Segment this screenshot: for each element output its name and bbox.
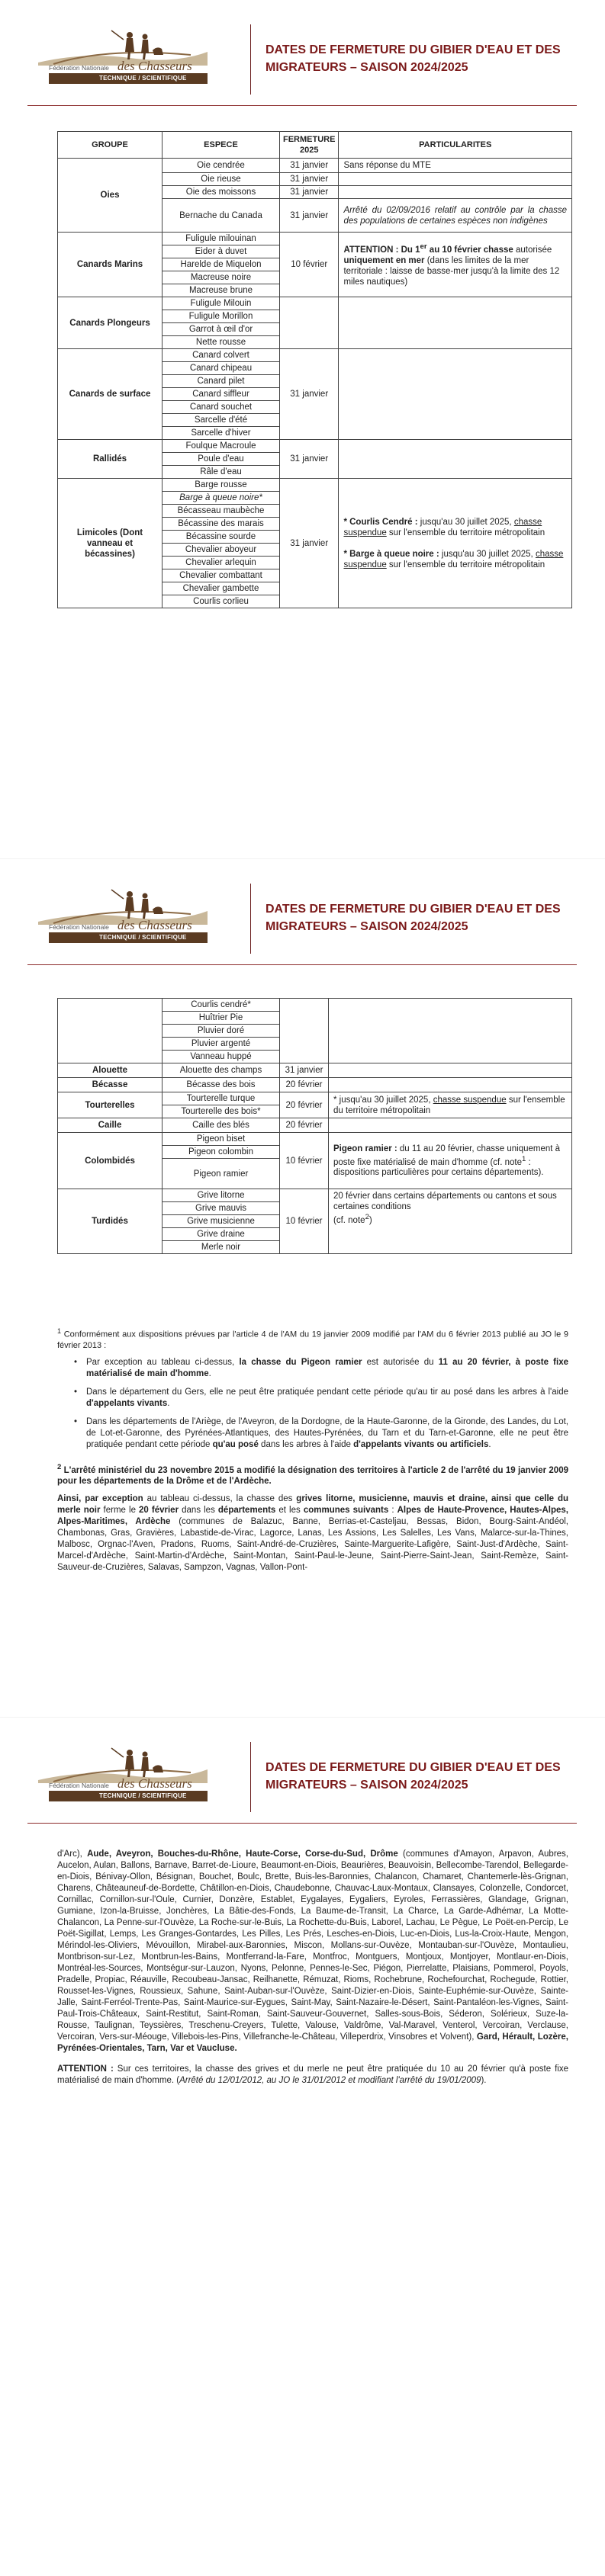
table-row xyxy=(58,297,572,310)
list-text: est autorisée du xyxy=(362,1357,439,1367)
notes-cell xyxy=(339,297,572,349)
species-cell: Tourterelle des bois* xyxy=(163,1105,280,1118)
page-header xyxy=(27,1740,577,1824)
footnotes-block xyxy=(57,1326,568,1580)
para-text: Arrêté du 12/01/2012, au JO le 31/01/2012 et modifiant l'arrêté du 19/01/2009 xyxy=(179,2076,481,2085)
group-cell: Rallidés xyxy=(58,440,163,479)
para-text: ). xyxy=(481,2076,487,2085)
notes-cell xyxy=(339,233,572,297)
list-text: qu'au posé xyxy=(212,1439,259,1449)
notes-cell: Sans réponse du MTE xyxy=(339,159,572,173)
group-cell: Oies xyxy=(58,159,163,233)
para-text: ATTENTION : xyxy=(57,2064,114,2074)
species-cell: Canard chipeau xyxy=(163,362,280,375)
table-row xyxy=(58,479,572,492)
species-cell: Chevalier gambette xyxy=(163,582,280,595)
species-cell: Garrot à œil d'or xyxy=(163,323,280,336)
footnote-marker: 2 xyxy=(57,1462,62,1471)
fnc-logo xyxy=(27,23,218,91)
note-text: : dispositions particulières pour certains départements). xyxy=(333,1157,544,1178)
footnote-text: Conformément aux dispositions prévues par l'article 4 de l'AM du 19 janvier 2009 modifié par l'AM du 6 février 2013 publié au JO le 9 février 2013 : xyxy=(57,1330,568,1350)
table-row xyxy=(58,349,572,362)
attention-paragraph xyxy=(57,2064,568,2087)
table-row xyxy=(58,233,572,245)
note-text: sur l'ensemble du territoire métropolitain xyxy=(386,560,545,569)
communes-paragraph xyxy=(57,1849,568,2055)
species-cell: Bécasse des bois xyxy=(163,1078,280,1092)
date-cell: 31 janvier xyxy=(280,479,339,608)
list-text: Dans les départements de l'Ariège, de l'Aveyron, de la Dordogne, de la Haute-Garonne, de la Gironde, des Landes, du Lot, de Lot-et-Garonne, des Pyrénées-Atlantiques, des Hautes-Pyrénées, du Tarn et du Tarn-et-Garonne, elle ne peut être pratiquée pendant cette période xyxy=(86,1416,568,1449)
note-text: ATTENTION : Du 1 xyxy=(343,245,420,255)
species-cell: Vanneau huppé xyxy=(163,1051,280,1063)
footnote-text: L'arrêté ministériel du 23 novembre 2015 a modifié la désignation des territoires à l'article 2 de l'arrêté du 19 janvier 2009 pour les départements de la Drôme et de l'Ardèche. xyxy=(57,1465,568,1487)
page-3 xyxy=(0,1717,605,2575)
page-title: DATES DE FERMETURE DU GIBIER D'EAU ET DES MIGRATEURS – SAISON 2024/2025 xyxy=(265,1761,561,1792)
species-cell: Foulque Macroule xyxy=(163,440,280,453)
col-header-group: GROUPE xyxy=(58,132,163,159)
para-text: 20 février xyxy=(139,1506,179,1516)
list-text: d'appelants vivants xyxy=(86,1398,168,1408)
para-text: Sur ces territoires, la chasse des grives et du merle ne peut être pratiquée du 10 au 20 février qu'à poste fixe matérialisé de main d'homme. ( xyxy=(57,2064,568,2085)
col-header-species: ESPECE xyxy=(163,132,280,159)
logo-federation: Fédération Nationale xyxy=(49,64,109,72)
species-cell: Chevalier combattant xyxy=(163,569,280,582)
species-cell: Bécassine des marais xyxy=(163,518,280,531)
date-cell: 31 janvier xyxy=(280,199,339,233)
bullet-icon: • xyxy=(74,1387,78,1397)
note-text: sur l'ensemble du territoire métropolitain xyxy=(333,1095,565,1115)
group-cell: Turdidés xyxy=(58,1189,163,1254)
logo-brand: des Chasseurs xyxy=(117,59,192,73)
date-cell: 10 février xyxy=(280,233,339,297)
footnote-1 xyxy=(57,1326,568,1351)
table-row xyxy=(58,1189,572,1202)
header-rule xyxy=(27,1823,577,1824)
species-cell: Bernache du Canada xyxy=(163,199,280,233)
species-cell: Nette rousse xyxy=(163,336,280,349)
logo-federation: Fédération Nationale xyxy=(49,923,109,931)
species-cell: Huîtrier Pie xyxy=(163,1012,280,1025)
date-cell: 31 janvier xyxy=(280,173,339,186)
species-cell: Barge rousse xyxy=(163,479,280,492)
group-cell: Caille xyxy=(58,1118,163,1133)
species-cell: Caille des blés xyxy=(163,1118,280,1133)
date-cell xyxy=(280,999,329,1063)
exception-paragraph xyxy=(57,1493,568,1574)
group-cell: Canards Plongeurs xyxy=(58,297,163,349)
group-cell: Bécasse xyxy=(58,1078,163,1092)
species-cell: Sarcelle d'été xyxy=(163,414,280,427)
species-cell: Fuligule Morillon xyxy=(163,310,280,323)
species-cell: Merle noir xyxy=(163,1241,280,1254)
species-cell: Grive mauvis xyxy=(163,1202,280,1215)
species-cell: Pigeon biset xyxy=(163,1133,280,1146)
notes-cell xyxy=(329,1092,572,1118)
page-header xyxy=(27,23,577,107)
species-cell: Fuligule milouinan xyxy=(163,233,280,245)
header-divider xyxy=(250,1742,251,1812)
date-cell: 31 janvier xyxy=(280,1063,329,1078)
date-cell: 31 janvier xyxy=(280,159,339,173)
note-text: uniquement en mer xyxy=(343,255,425,265)
date-cell: 31 janvier xyxy=(280,186,339,199)
page-1 xyxy=(0,0,605,858)
table-header-row xyxy=(58,132,572,159)
para-text: (communes de Balazuc, Banne, Berrias-et-Casteljau, Bessas, Bidon, Bourg-Saint-Andéol, Chambonas, Gras, Gravières, Labastide-de-Virac, Lagorce, Lanas, Les Assions, Les Salelles, Les Vans, Malarce-sur-la-Thines, Malbosc, Orgnac-l'Aven, Pradons, Ruoms, Saint-André-de-Cruzières, Sainte-Marguerite-Lafigère, Saint-Just-d'Ardèche, Saint-Marcel-d'Ardèche, Saint-Martin-d'Ardèche, Saint-Montan, Saint-Paul-le-Jeune, Saint-Pierre-Saint-Jean, Saint-Remèze, Saint-Sauveur-de-Cruzières, Salavas, Sampzon, Vagnas, Vallon-Pont- xyxy=(57,1517,568,1573)
species-cell: Harelde de Miquelon xyxy=(163,258,280,271)
para-text: communes suivants xyxy=(303,1506,389,1516)
species-cell: Pluvier doré xyxy=(163,1025,280,1038)
species-cell: Oie rieuse xyxy=(163,173,280,186)
para-text: Gard, Hérault, Lozère, Pyrénées-Orientales, Tarn, Var et Vaucluse. xyxy=(57,2032,568,2053)
note-text: * Courlis Cendré : xyxy=(343,517,418,527)
list-text: . xyxy=(167,1398,170,1408)
bullet-icon: • xyxy=(74,1357,78,1367)
species-cell: Râle d'eau xyxy=(163,466,280,479)
notes-cell xyxy=(339,440,572,479)
notes-cell xyxy=(339,173,572,186)
species-cell: Grive musicienne xyxy=(163,1215,280,1228)
para-text: et les xyxy=(275,1506,304,1516)
note-text: autorisée xyxy=(515,245,552,255)
notes-cell xyxy=(329,1078,572,1092)
page-2 xyxy=(0,858,605,1717)
group-cell: Canards Marins xyxy=(58,233,163,297)
list-text: Par exception au tableau ci-dessus, xyxy=(86,1357,240,1367)
notes-cell xyxy=(329,1063,572,1078)
footnote-2 xyxy=(57,1461,568,1488)
date-cell: 10 février xyxy=(280,1189,329,1254)
species-cell: Courlis cendré* xyxy=(163,999,280,1012)
para-text: ferme le xyxy=(100,1506,140,1516)
header-divider xyxy=(250,24,251,95)
group-cell: Tourterelles xyxy=(58,1092,163,1118)
notes-cell xyxy=(339,186,572,199)
note-text: jusqu'au 30 juillet 2025, xyxy=(439,549,536,559)
species-cell: Canard colvert xyxy=(163,349,280,362)
species-cell: Poule d'eau xyxy=(163,453,280,466)
note-text: ) xyxy=(368,1215,372,1225)
note-text: au 10 février chasse xyxy=(426,245,513,255)
note-text: 20 février dans certains départements ou cantons et sous certaines conditions xyxy=(333,1192,557,1211)
logo-brand: des Chasseurs xyxy=(117,1776,192,1791)
para-text: Alpes de Haute-Provence, Hautes-Alpes, Alpes-Maritimes, Ardèche xyxy=(57,1506,568,1527)
page-title: DATES DE FERMETURE DU GIBIER D'EAU ET DES MIGRATEURS – SAISON 2024/2025 xyxy=(265,43,561,74)
species-cell: Macreuse brune xyxy=(163,284,280,297)
para-text: (communes d'Amayon, Arpavon, Aubres, Aucelon, Aulan, Ballons, Barnave, Barret-de-Lioure, Beaumont-en-Diois, Beaurières, Beauvoisin, Bellecombe-Tarendol, Bellegarde-en-Diois, Bénivay-Ollon, Bésignan, Bouchet, Boulc, Brette, Buis-les-Baronnies, Chalancon, Chamaret, Chantemerle-lès-Grignan, Charens, Châteauneuf-de-Bordette, Châtillon-en-Diois, Chaudebonne, Chauvac-Laux-Montaux, Clansayes, Colonzelle, Condorcet, Cornillac, Cornillon-sur-l'Oule, Curnier, Donzère, Establet, Eygalayes, Eygaliers, Eyroles, Ferrassières, Glandage, Grignan, Gumiane, Izon-la-Bruisse, Jonchères, La Bâtie-des-Fonds, La Baume-de-Transit, La Charce, La Garde-Adhémar, La Motte-Chalancon, La Penne-sur-l'Ouvèze, La Roche-sur-le-Buis, La Rochette-du-Buis, Laborel, Lachau, Le Pègue, Le Poët-en-Percip, Le Poët-Sigillat, Lemps, Les Granges-Gontardes, Les Pilles, Les Prés, Lesches-en-Diois, Luc-en-Diois, Lus-la-Croix-Haute, Mengon, Mérindol-les-Oliviers, Mévouillon, Mirabel-aux-Baronnies, Miscon, Mollans-sur-Ouvèze, Montauban-sur-l'Ouvèze, Montaulieu, Montbrison-sur-Lez, Montbrun-les-Bains, Montferrand-la-Fare, Montfroc, Montguers, Montjoux, Montjoyer, Montlaur-en-Diois, Montréal-les-Sources, Montségur-sur-Lauzon, Nyons, Pelonne, Pennes-le-Sec, Piégon, Pierrelatte, Plaisians, Pommerol, Poyols, Pradelle, Propiac, Réauville, Recoubeau-Jansac, Reilhanette, Rémuzat, Rioms, Rochebrune, Rochefourchat, Rochegude, Rottier, Rousset-les-Vignes, Roussieux, Sahune, Saint-Auban-sur-l'Ouvèze, Saint-Dizier-en-Diois, Sainte-Euphémie-sur-Ouvèze, Sainte-Jalle, Saint-Ferréol-Trente-Pas, Saint-Maurice-sur-Eygues, Saint-May, Saint-Nazaire-le-Désert, Saint-Pantaléon-les-Vignes, Saint-Paul-Trois-Châteaux, Saint-Restitut, Saint-Roman, Saint-Sauveur-Gouvernet, Salles-sous-Bois, Séderon, Solérieux, Suze-la-Rousse, Taulignan, Teyssières, Treschenu-Creyers, Tulette, Valouse, Valdrôme, Val-Maravel, Venterol, Vercoiran, Verclause, Vercoiran, Vers-sur-Méouge, Villebois-les-Pins, Villefranche-le-Château, Villeperdrix, Vinsobres et Volvent), xyxy=(57,1849,569,2042)
species-cell: Chevalier arlequin xyxy=(163,557,280,569)
notes-cell xyxy=(329,1118,572,1133)
list-item xyxy=(57,1387,568,1410)
note-text: chasse suspendue xyxy=(343,549,564,569)
note-courlis xyxy=(343,517,567,538)
species-cell: Oie cendrée xyxy=(163,159,280,173)
table-row xyxy=(58,1078,572,1092)
header-rule xyxy=(27,964,577,965)
list-text: dans les arbres à l'aide xyxy=(258,1439,354,1449)
date-cell: 31 janvier xyxy=(280,440,339,479)
species-cell: Pluvier argenté xyxy=(163,1038,280,1051)
note-barge xyxy=(343,549,567,570)
page-header xyxy=(27,882,577,966)
list-text: Dans le département du Gers, elle ne peut être pratiquée pendant cette période qu'au tir au posé dans les arbres à l'aide xyxy=(86,1387,568,1397)
note-sup: 2 xyxy=(365,1213,369,1221)
note-text: du 11 au 20 février, chasse uniquement à poste fixe matérialisé de main d'homme (cf. note xyxy=(333,1144,561,1167)
group-cell: Colombidés xyxy=(58,1133,163,1189)
list-text: . xyxy=(488,1439,491,1449)
species-cell: Canard pilet xyxy=(163,375,280,388)
header-divider xyxy=(250,884,251,954)
species-cell: Tourterelle turque xyxy=(163,1092,280,1105)
para-text: Ainsi, par exception xyxy=(57,1494,143,1504)
notes-cell xyxy=(339,349,572,440)
species-cell: Bécasseau maubèche xyxy=(163,505,280,518)
logo-federation: Fédération Nationale xyxy=(49,1782,109,1789)
note-text: * jusqu'au 30 juillet 2025, xyxy=(333,1095,433,1105)
species-cell: Macreuse noire xyxy=(163,271,280,284)
footnote-marker: 1 xyxy=(57,1327,62,1335)
notes-cell xyxy=(329,1189,572,1254)
species-cell: Canard souchet xyxy=(163,401,280,414)
col-header-closing: FERMETURE 2025 xyxy=(280,132,339,159)
species-cell: Courlis corlieu xyxy=(163,595,280,608)
para-text: Aude, Aveyron, Bouches-du-Rhône, Haute-Corse, Corse-du-Sud, Drôme xyxy=(87,1849,398,1859)
species-cell: Fuligule Milouin xyxy=(163,297,280,310)
note-text: (dans les limites de la mer territoriale : laisse de basse-mer jusqu'à la limite des 12 miles nautiques) xyxy=(343,255,560,287)
date-cell: 20 février xyxy=(280,1078,329,1092)
species-cell: Eider à duvet xyxy=(163,245,280,258)
list-item xyxy=(57,1416,568,1451)
note-text: jusqu'au 30 juillet 2025, xyxy=(417,517,514,527)
header-rule xyxy=(27,105,577,106)
species-cell: Barge à queue noire* xyxy=(163,492,280,505)
note-text: Pigeon ramier : xyxy=(333,1144,397,1153)
date-cell: 20 février xyxy=(280,1118,329,1133)
bullet-icon: • xyxy=(74,1416,78,1426)
note-text: chasse suspendue xyxy=(343,517,542,537)
note-sup: er xyxy=(420,242,427,252)
table-row xyxy=(58,999,572,1012)
group-cell: Limicoles (Dont vanneau et bécassines) xyxy=(58,479,163,608)
list-text: . xyxy=(208,1368,211,1378)
para-text: dans les xyxy=(179,1506,218,1516)
note-text: sur l'ensemble du territoire métropolitain xyxy=(386,528,545,537)
list-item xyxy=(57,1357,568,1380)
para-text: départements xyxy=(217,1506,276,1516)
date-cell: 31 janvier xyxy=(280,349,339,440)
group-cell: Alouette xyxy=(58,1063,163,1078)
table-row xyxy=(58,1133,572,1146)
table-row xyxy=(58,1118,572,1133)
para-text: d'Arc), xyxy=(57,1849,88,1859)
note-text: chasse suspendue xyxy=(433,1095,507,1105)
species-cell: Bécassine sourde xyxy=(163,531,280,544)
table-row xyxy=(58,440,572,453)
table-row xyxy=(58,1063,572,1078)
note-text: * Barge à queue noire : xyxy=(343,549,439,559)
para-text: : xyxy=(388,1506,397,1516)
species-cell: Chevalier aboyeur xyxy=(163,544,280,557)
logo-section: TECHNIQUE / SCIENTIFIQUE xyxy=(49,73,208,84)
list-text: d'appelants vivants ou artificiels xyxy=(353,1439,489,1449)
species-cell: Sarcelle d'hiver xyxy=(163,427,280,440)
notes-cell xyxy=(339,479,572,608)
notes-cell xyxy=(329,999,572,1063)
closure-table-continued xyxy=(57,998,572,1254)
species-cell: Alouette des champs xyxy=(163,1063,280,1078)
col-header-notes: PARTICULARITES xyxy=(339,132,572,159)
species-cell: Oie des moissons xyxy=(163,186,280,199)
notes-cell xyxy=(329,1133,572,1189)
species-cell: Grive litorne xyxy=(163,1189,280,1202)
list-text: la chasse du Pigeon ramier xyxy=(239,1357,362,1367)
logo-section: TECHNIQUE / SCIENTIFIQUE xyxy=(49,1791,208,1801)
group-cell xyxy=(58,999,163,1063)
logo-section: TECHNIQUE / SCIENTIFIQUE xyxy=(49,932,208,943)
list-text: 11 au 20 février, à poste fixe matérialisé de main d'homme xyxy=(86,1357,568,1378)
group-cell: Canards de surface xyxy=(58,349,163,440)
fnc-logo xyxy=(27,882,218,951)
date-cell: 20 février xyxy=(280,1092,329,1118)
note-text: (cf. note xyxy=(333,1215,365,1225)
para-text: grives litorne, musicienne, mauvis et draine, ainsi que celle du merle noir xyxy=(57,1494,568,1516)
species-cell: Canard siffleur xyxy=(163,388,280,401)
closure-table xyxy=(57,131,572,608)
para-text: au tableau ci-dessus, la chasse des xyxy=(143,1494,297,1504)
table-row xyxy=(58,1092,572,1105)
species-cell: Pigeon colombin xyxy=(163,1146,280,1159)
species-cell: Grive draine xyxy=(163,1228,280,1241)
table-row xyxy=(58,159,572,173)
fnc-logo xyxy=(27,1740,218,1809)
date-cell xyxy=(280,297,339,349)
notes-cell: Arrêté du 02/09/2016 relatif au contrôle par la chasse des populations de certaines espèces non indigènes xyxy=(339,199,572,233)
communes-block xyxy=(57,1849,568,2093)
note-sup: 1 xyxy=(522,1154,526,1163)
species-cell: Pigeon ramier xyxy=(163,1159,280,1189)
date-cell: 10 février xyxy=(280,1133,329,1189)
logo-brand: des Chasseurs xyxy=(117,918,192,932)
page-title: DATES DE FERMETURE DU GIBIER D'EAU ET DES MIGRATEURS – SAISON 2024/2025 xyxy=(265,903,561,933)
